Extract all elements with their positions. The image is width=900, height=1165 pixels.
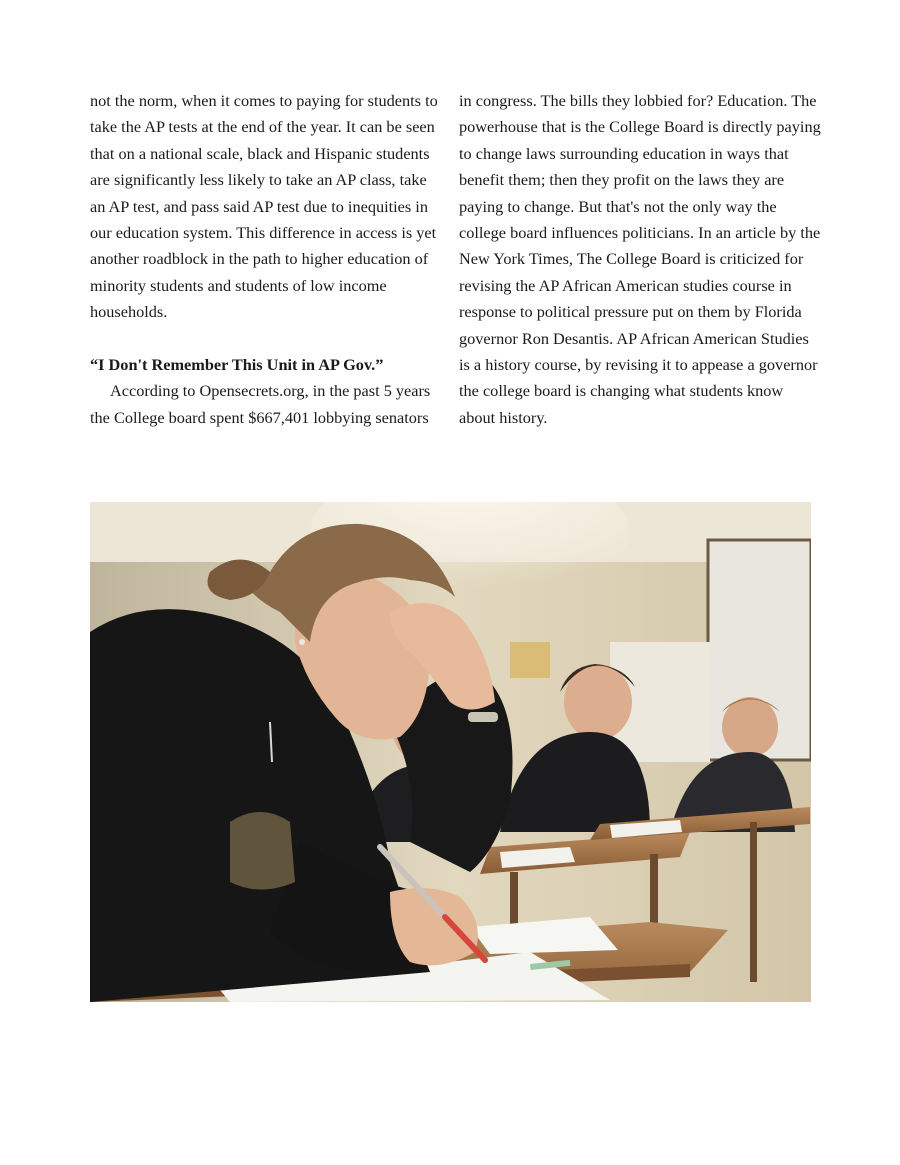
- body-paragraph: in congress. The bills they lobbied for? Education. The powerhouse that is the College Board is directly paying to change laws surrounding education in ways that benefit them; then they profit on the laws they are paying to change. But that's not the only way the college board influences politicians. In an article by the New York Times, The College Board is criticized for revising the AP African American studies course in response to political pressure put on them by Florida governor Ron Desantis. AP African American Studies is a history course, by revising it to appease a governor the college board is changing what students know about history.: [459, 91, 821, 427]
- body-paragraph: not the norm, when it comes to paying for students to take the AP tests at the end of the year. It can be seen that on a national scale, black and Hispanic students are significantly less likely to take an AP class, take an AP test, and pass said AP test due to inequities in our education system. This difference in access is yet another roadblock in the path to higher education of minority students and students of low income households.: [90, 91, 438, 322]
- body-paragraph: According to Opensecrets.org, in the past 5 years the College board spent $667,401 lobbying senators: [90, 381, 431, 427]
- classroom-exam-photo-icon: [90, 502, 811, 1002]
- left-column: [90, 88, 442, 431]
- section-heading: “I Don't Remember This Unit in AP Gov.”: [90, 355, 384, 375]
- paragraph-gap: [90, 326, 442, 352]
- classroom-exam-photo: [90, 502, 811, 1002]
- right-column: [459, 88, 821, 431]
